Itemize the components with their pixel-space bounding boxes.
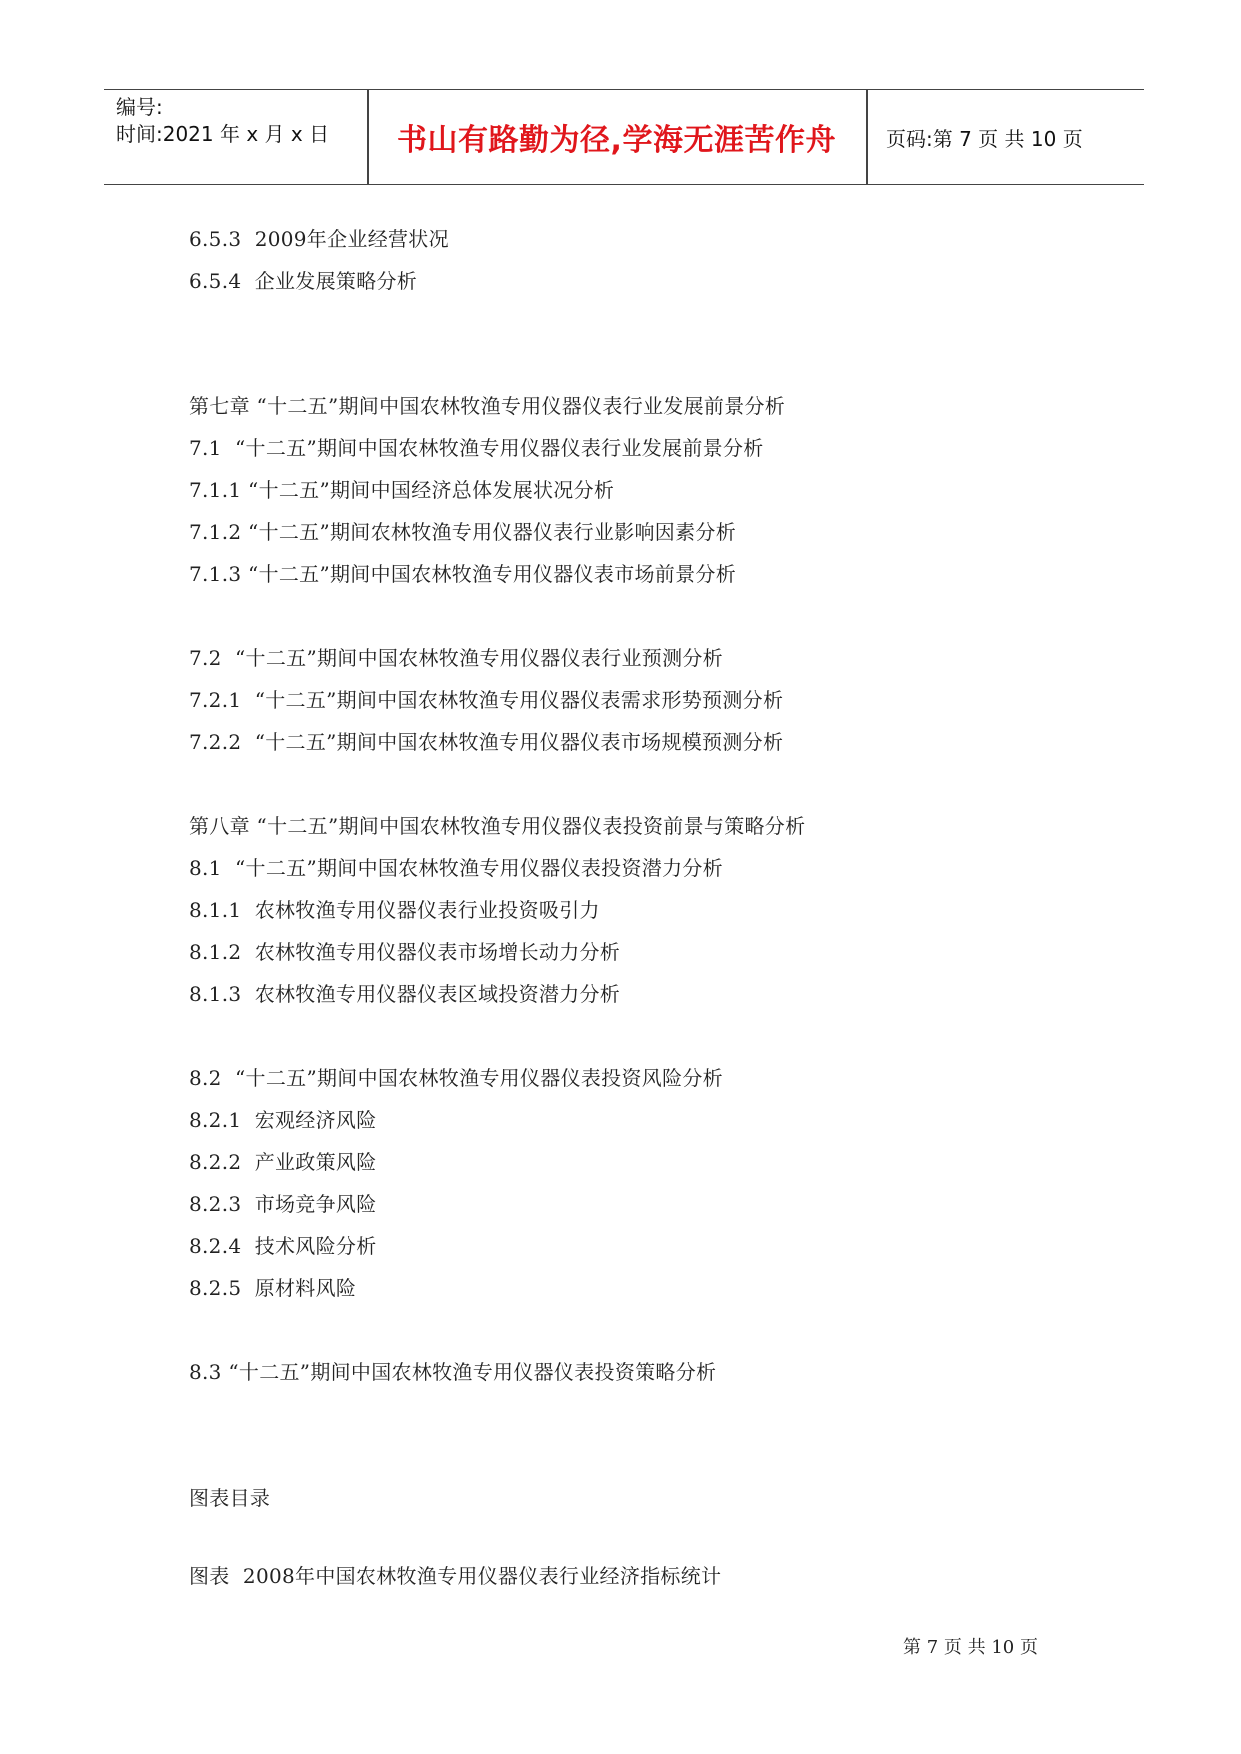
page-footer: 第 7 页 共 10 页 — [903, 1637, 1038, 1658]
toc-entry: 7.1.3 “十二五”期间中国农林牧渔专用仪器仪表市场前景分析 — [189, 562, 736, 586]
toc-entry: 8.2 “十二五”期间中国农林牧渔专用仪器仪表投资风险分析 — [189, 1066, 723, 1090]
toc-entry: 8.3 “十二五”期间中国农林牧渔专用仪器仪表投资策略分析 — [189, 1360, 717, 1384]
toc-entry: 7.1.1 “十二五”期间中国经济总体发展状况分析 — [189, 478, 615, 502]
figure-list-entry: 图表 2008年中国农林牧渔专用仪器仪表行业经济指标统计 — [189, 1564, 722, 1588]
page-header — [104, 89, 1144, 185]
header-divider — [866, 90, 868, 184]
toc-chapter-heading: 第七章 “十二五”期间中国农林牧渔专用仪器仪表行业发展前景分析 — [189, 394, 786, 418]
toc-entry: 8.1 “十二五”期间中国农林牧渔专用仪器仪表投资潜力分析 — [189, 856, 723, 880]
toc-entry: 8.1.1 农林牧渔专用仪器仪表行业投资吸引力 — [189, 898, 600, 922]
toc-entry: 8.1.2 农林牧渔专用仪器仪表市场增长动力分析 — [189, 940, 621, 964]
header-motto: 书山有路勤为径,学海无涯苦作舟 — [397, 123, 836, 158]
toc-entry: 6.5.4 企业发展策略分析 — [189, 269, 418, 293]
toc-entry: 7.2.2 “十二五”期间中国农林牧渔专用仪器仪表市场规模预测分析 — [189, 730, 784, 754]
toc-entry: 6.5.3 2009年企业经营状况 — [189, 227, 449, 251]
toc-entry: 8.2.1 宏观经济风险 — [189, 1108, 377, 1132]
toc-chapter-heading: 第八章 “十二五”期间中国农林牧渔专用仪器仪表投资前景与策略分析 — [189, 814, 806, 838]
document-time-label: 时间:2021 年 x 月 x 日 — [116, 122, 330, 146]
figure-list-heading: 图表目录 — [189, 1486, 271, 1510]
toc-entry: 8.2.3 市场竞争风险 — [189, 1192, 377, 1216]
toc-entry: 7.1 “十二五”期间中国农林牧渔专用仪器仪表行业发展前景分析 — [189, 436, 764, 460]
header-meta — [116, 94, 366, 148]
header-page-label: 页码:第 7 页 共 10 页 — [886, 126, 1083, 151]
toc-entry: 8.1.3 农林牧渔专用仪器仪表区域投资潜力分析 — [189, 982, 621, 1006]
document-number-label: 编号: — [116, 95, 163, 119]
toc-entry: 8.2.5 原材料风险 — [189, 1276, 357, 1300]
toc-entry: 7.2.1 “十二五”期间中国农林牧渔专用仪器仪表需求形势预测分析 — [189, 688, 784, 712]
toc-entry: 8.2.4 技术风险分析 — [189, 1234, 377, 1258]
toc-entry: 7.1.2 “十二五”期间农林牧渔专用仪器仪表行业影响因素分析 — [189, 520, 736, 544]
toc-entry: 7.2 “十二五”期间中国农林牧渔专用仪器仪表行业预测分析 — [189, 646, 723, 670]
toc-entry: 8.2.2 产业政策风险 — [189, 1150, 377, 1174]
